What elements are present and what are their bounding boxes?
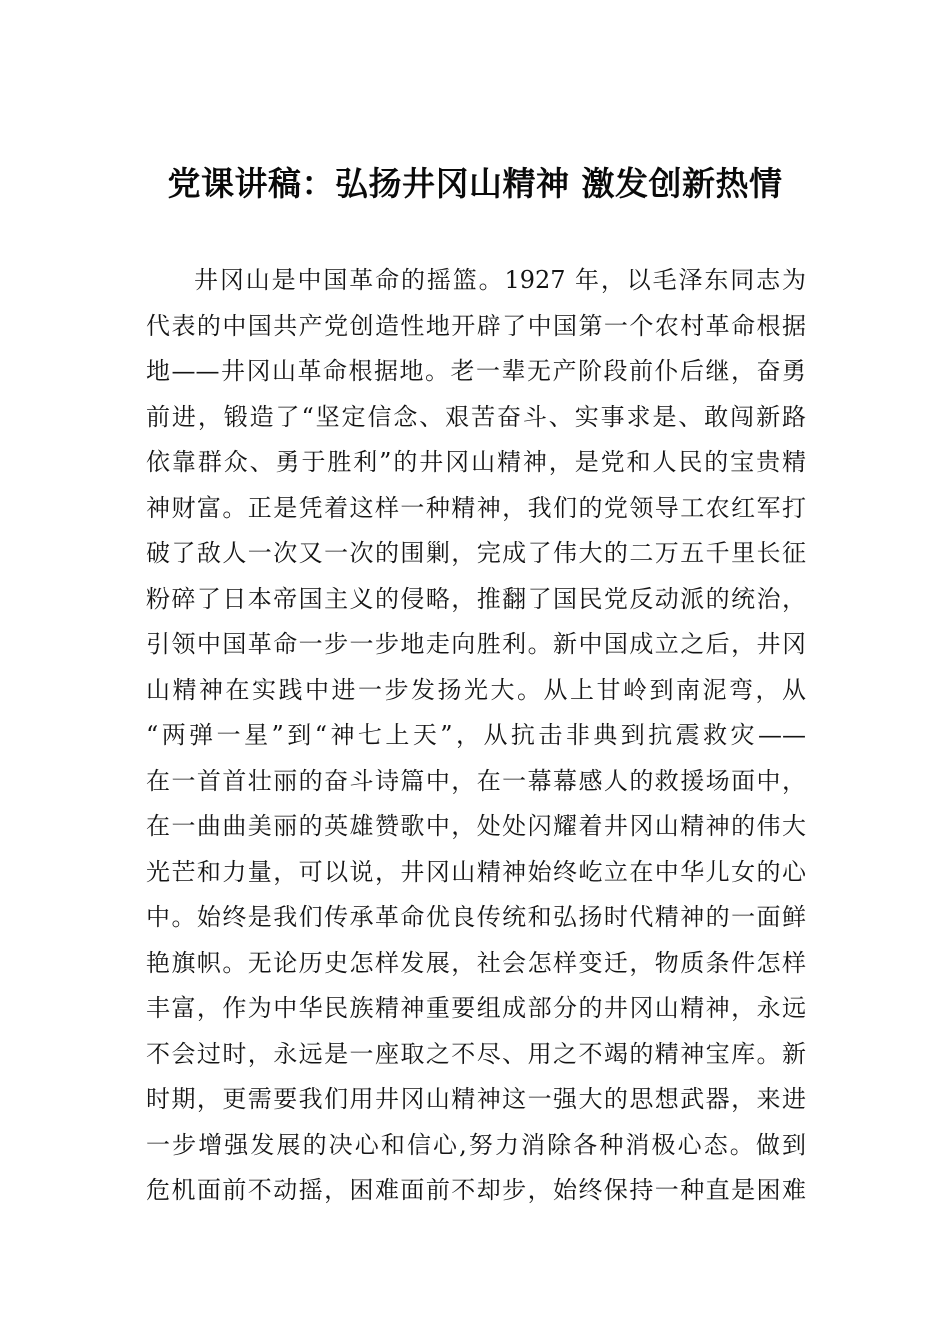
body-paragraph bbox=[146, 258, 806, 1214]
paragraph-line: 地——井冈山革命根据地。老一辈无产阶段前仆后继，奋勇 bbox=[146, 357, 806, 385]
paragraph-line: 危机面前不动摇，困难面前不却步，始终保持一种直是困难 bbox=[146, 1176, 806, 1204]
paragraph-line: 不会过时，永远是一座取之不尽、用之不竭的精神宝库。新 bbox=[146, 1039, 806, 1068]
paragraph-line: 丰富，作为中华民族精神重要组成部分的井冈山精神，永远 bbox=[146, 994, 806, 1022]
paragraph-line: 井冈山是中国革命的摇篮。1927 年，以毛泽东同志为 bbox=[194, 266, 806, 294]
paragraph-line: 光芒和力量，可以说，井冈山精神始终屹立在中华儿女的心 bbox=[146, 857, 806, 886]
paragraph-line: 中。始终是我们传承革命优良传统和弘扬时代精神的一面鲜 bbox=[146, 903, 806, 931]
paragraph-line: 时期，更需要我们用井冈山精神这一强大的思想武器，来进 bbox=[146, 1085, 806, 1113]
paragraph-line: 前进，锻造了“坚定信念、艰苦奋斗、实事求是、敢闯新路 bbox=[146, 402, 806, 431]
paragraph-line: 在一首首壮丽的奋斗诗篇中，在一幕幕感人的救援场面中， bbox=[146, 766, 806, 795]
paragraph-line: 破了敌人一次又一次的围剿，完成了伟大的二万五千里长征 bbox=[146, 539, 806, 567]
paragraph-line: 艳旗帜。无论历史怎样发展，社会怎样变迁，物质条件怎样 bbox=[146, 948, 806, 977]
paragraph-line: 山精神在实践中进一步发扬光大。从上甘岭到南泥弯，从 bbox=[146, 675, 806, 704]
paragraph-line: 粉碎了日本帝国主义的侵略，推翻了国民党反动派的统治， bbox=[146, 584, 806, 613]
paragraph-line: 一步增强发展的决心和信心,努力消除各种消极心态。做到 bbox=[146, 1130, 806, 1159]
document-title: 党课讲稿：弘扬井冈山精神 激发创新热情 bbox=[167, 164, 783, 203]
paragraph-line: 代表的中国共产党创造性地开辟了中国第一个农村革命根据 bbox=[146, 311, 806, 340]
paragraph-line: 神财富。正是凭着这样一种精神，我们的党领导工农红军打 bbox=[146, 493, 806, 522]
paragraph-line: 依靠群众、勇于胜利”的井冈山精神，是党和人民的宝贵精 bbox=[146, 448, 806, 476]
paragraph-line: 引领中国革命一步一步地走向胜利。新中国成立之后，井冈 bbox=[146, 630, 806, 658]
paragraph-line: 在一曲曲美丽的英雄赞歌中，处处闪耀着井冈山精神的伟大 bbox=[146, 812, 806, 840]
paragraph-line: “两弹一星”到“神七上天”，从抗击非典到抗震救灾—— bbox=[146, 721, 806, 749]
